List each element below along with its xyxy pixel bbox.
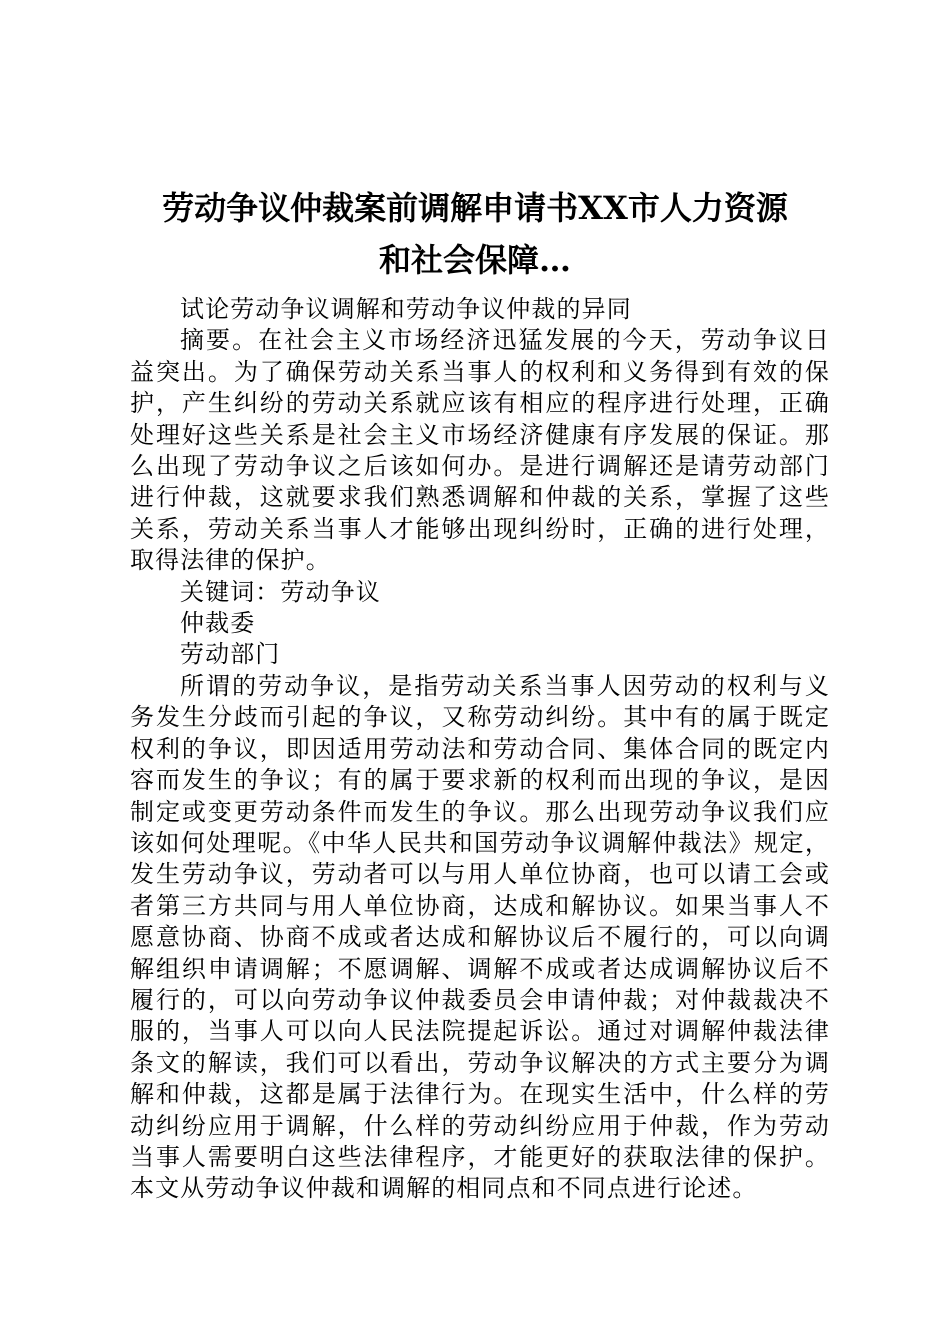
keyword-item: 仲裁委 — [180, 609, 256, 638]
abstract-paragraph: 摘要。在社会主义市场经济迅猛发展的今天，劳动争议日益突出。为了确保劳动关系当事人的权利和义务得到有效的保护，产生纠纷的劳动关系就应该有相应的程序进行处理，正确处理好这些关系是社会主义市场经济健康有序发展的保证。那么出现了劳动争议之后该如何办。是进行调解还是请劳动部门进行仲裁，这就要求我们熟悉调解和仲裁的关系，掌握了这些关系，劳动关系当事人才能够出现纠纷时，正确的进行处理，取得法律的保护。 — [130, 326, 830, 575]
document-title-line-2: 和社会保障… — [378, 241, 571, 279]
body-paragraph: 所谓的劳动争议，是指劳动关系当事人因劳动的权利与义务发生分歧而引起的争议，又称劳动纠纷。其中有的属于既定权利的争议，即因适用劳动法和劳动合同、集体合同的既定内容而发生的争议；有的属于要求新的权利而出现的争议，是因制定或变更劳动条件而发生的争议。那么出现劳动争议我们应该如何处理呢。《中华人民共和国劳动争议调解仲裁法》规定，发生劳动争议，劳动者可以与用人单位协商，也可以请工会或者第三方共同与用人单位协商，达成和解协议。如果当事人不愿意协商、协商不成或者达成和解协议后不履行的，可以向调解组织申请调解；不愿调解、调解不成或者达成调解协议后不履行的，可以向劳动争议仲裁委员会申请仲裁；对仲裁裁决不服的，当事人可以向人民法院提起诉讼。通过对调解仲裁法律条文的解读，我们可以看出，劳动争议解决的方式主要分为调解和仲裁，这都是属于法律行为。在现实生活中，什么样的劳动纠纷应用于调解，什么样的劳动纠纷应用于仲裁，作为劳动当事人需要明白这些法律程序，才能更好的获取法律的保护。本文从劳动争议仲裁和调解的相同点和不同点进行论述。 — [130, 671, 830, 1203]
keywords-line: 关键词：劳动争议 — [180, 577, 381, 606]
article-subtitle: 试论劳动争议调解和劳动争议仲裁的异同 — [180, 295, 632, 323]
document-body — [130, 294, 830, 1205]
keyword-item: 劳动部门 — [180, 640, 281, 669]
document-title — [100, 182, 850, 286]
document-title-line-1: 劳动争议仲裁案前调解申请书XX市人力资源 — [162, 189, 788, 227]
